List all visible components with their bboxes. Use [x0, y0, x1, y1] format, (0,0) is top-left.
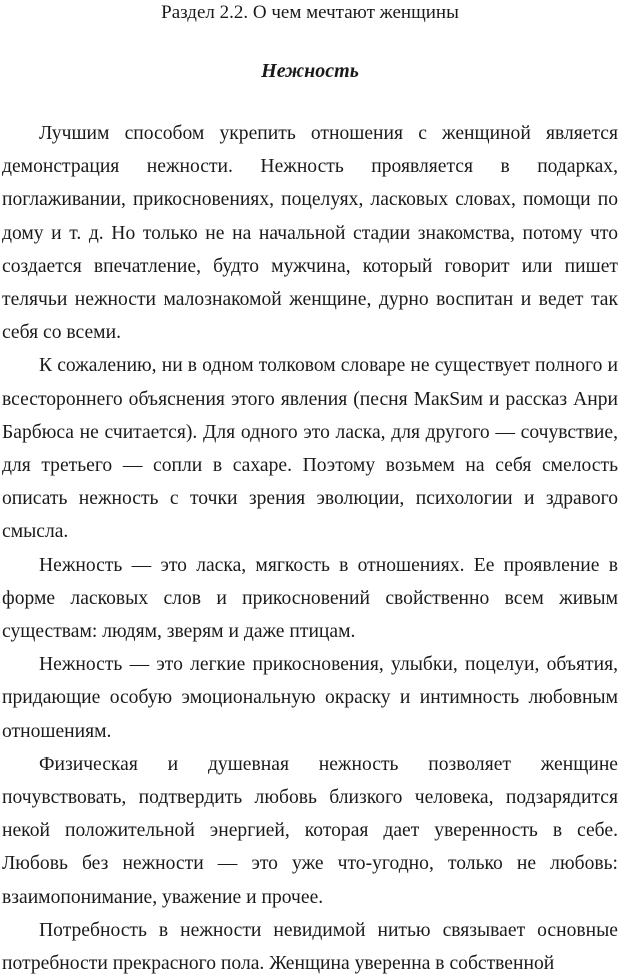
paragraph: Нежность — это легкие прикосновения, улыбки, поцелуи, объятия, придающие особую эмоциональную окраску и интимность любовным отношениям. [2, 654, 618, 742]
paragraph: Нежность — это ласка, мягкость в отношениях. Ее проявление в форме ласковых слов и прикосновений свойственно всем живым существам: людям, зверям и даже птицам. [2, 554, 618, 643]
section-title: Раздел 2.2. О чем мечтают женщины [161, 2, 459, 23]
paragraph: Потребность в нежности невидимой нитью связывает основные потребности прекрасного пола. Женщина уверенна в собственной [2, 919, 618, 975]
paragraph: К сожалению, ни в одном толковом словаре не существует полного и всестороннего объяснения этого явления (песня МакSим и рассказ Анри Барбюса не считается). Для одного это ласка, для другого — сочувствие, для третьего — сопли в сахаре. Поэтому возьмем на себя смелость описать нежность с точки зрения эволюции, психологии и здравого смысла. [2, 355, 618, 543]
paragraph: Физическая и душевная нежность позволяет женщине почувствовать, подтвердить любовь близкого человека, подзарядится некой положительной энергией, которая дает уверенность в себе. Любовь без нежности — это уже что-угодно, только не любовь: взаимопонимание, уважение и прочее. [2, 753, 618, 908]
paragraph: Лучшим способом укрепить отношения с женщиной является демонстрация нежности. Нежность проявляется в подарках, поглаживании, прикосновениях, поцелуях, ласковых словах, помощи по дому и т. д. Но только не на начальной стадии знакомства, потому что создается впечатление, будто мужчина, который говорит или пишет телячьи нежности малознакомой женщине, дурно воспитан и ведет так себя со всеми. [2, 123, 618, 344]
body-text [2, 117, 618, 980]
heading: Нежность [261, 60, 359, 82]
